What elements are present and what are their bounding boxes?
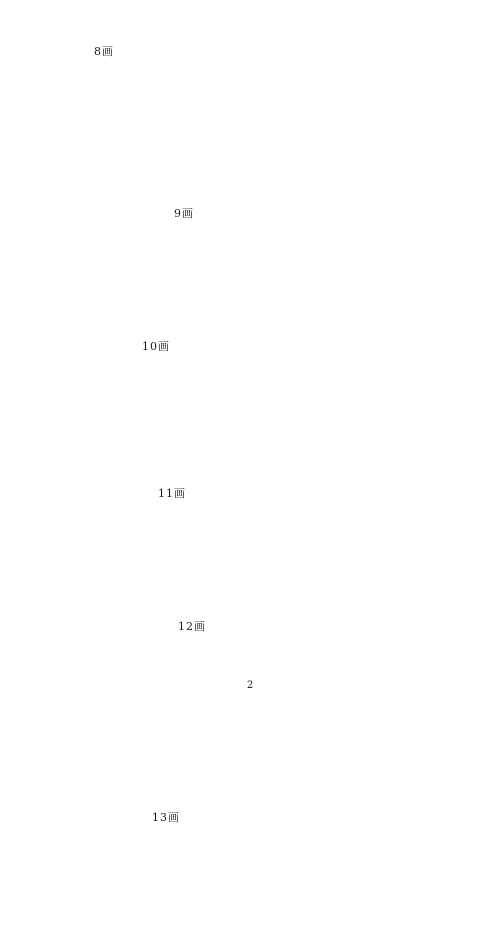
character-line xyxy=(14,148,482,163)
section-heading: 13画 xyxy=(152,810,180,824)
character-line xyxy=(14,295,482,310)
character-line xyxy=(14,280,482,295)
character-line xyxy=(14,913,482,928)
character-line xyxy=(14,795,482,810)
character-line xyxy=(14,693,482,708)
section-11-strokes xyxy=(14,486,482,619)
character-line xyxy=(14,75,482,90)
character-line xyxy=(14,442,482,457)
character-line xyxy=(14,310,482,325)
character-line xyxy=(14,428,482,443)
character-line xyxy=(14,604,482,619)
section-heading: 10画 xyxy=(142,339,170,353)
section-heading: 8画 xyxy=(94,45,114,58)
character-line xyxy=(14,251,482,266)
character-line xyxy=(14,237,482,252)
character-line xyxy=(14,546,482,561)
character-line xyxy=(14,664,482,679)
character-line xyxy=(14,222,482,237)
character-line xyxy=(14,722,482,737)
character-line xyxy=(14,162,482,177)
character-line xyxy=(14,266,482,281)
character-line xyxy=(14,899,482,914)
character-line xyxy=(14,826,482,841)
character-line xyxy=(14,649,482,664)
section-12-strokes xyxy=(14,619,482,810)
character-line xyxy=(14,369,482,384)
character-line xyxy=(14,118,482,133)
character-line xyxy=(14,737,482,752)
character-line xyxy=(14,104,482,119)
character-line xyxy=(14,177,482,192)
page-number: 2 xyxy=(246,680,254,691)
character-line xyxy=(14,133,482,148)
character-line xyxy=(14,575,482,590)
section-10-strokes xyxy=(14,339,482,486)
character-line xyxy=(14,191,482,206)
character-line xyxy=(14,841,482,856)
character-line xyxy=(14,752,482,767)
section-9-strokes xyxy=(14,206,482,339)
character-line xyxy=(14,590,482,605)
character-line xyxy=(14,855,482,870)
section-heading: 12画 xyxy=(178,619,206,633)
character-line xyxy=(14,560,482,575)
character-line xyxy=(14,398,482,413)
character-line xyxy=(14,502,482,517)
character-line xyxy=(14,60,482,75)
character-line xyxy=(14,635,482,650)
character-line xyxy=(14,324,482,339)
character-line xyxy=(14,766,482,781)
character-line xyxy=(14,781,482,796)
character-line xyxy=(14,517,482,532)
character-line xyxy=(14,531,482,546)
character-line xyxy=(14,89,482,104)
character-line xyxy=(14,413,482,428)
section-8-strokes xyxy=(14,44,482,206)
section-heading: 11画 xyxy=(158,487,186,501)
character-line xyxy=(14,870,482,885)
character-line xyxy=(14,355,482,370)
section-13-strokes xyxy=(14,810,482,943)
character-line xyxy=(14,457,482,472)
character-line xyxy=(14,708,482,723)
character-line xyxy=(14,928,482,943)
character-line xyxy=(14,471,482,486)
character-line xyxy=(14,884,482,899)
character-line xyxy=(14,384,482,399)
section-heading: 9画 xyxy=(174,206,194,220)
